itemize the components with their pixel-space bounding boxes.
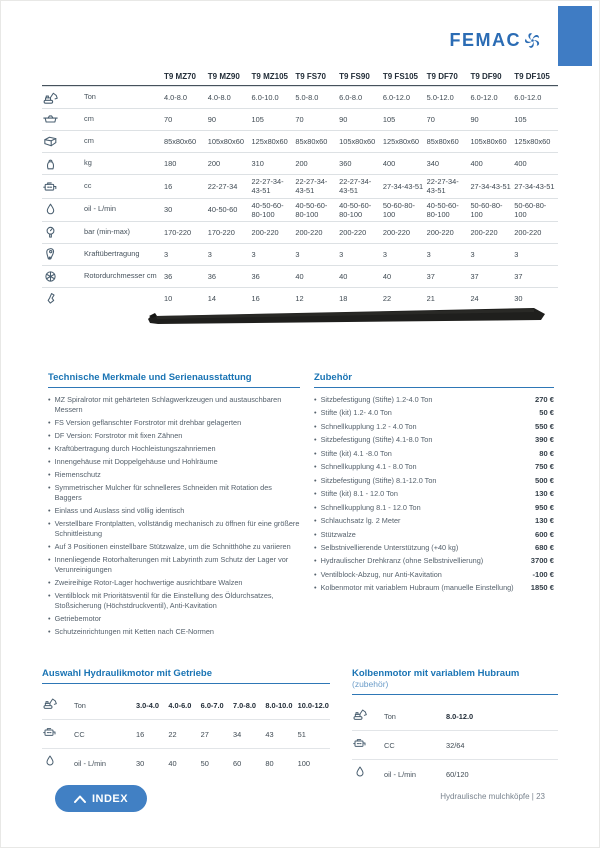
accessory-price: 50 €: [539, 408, 554, 418]
spec-value: 90: [339, 114, 348, 124]
accessory-price: 600 €: [534, 529, 554, 539]
motor-value: 30: [136, 758, 145, 768]
oil-drop-icon: [42, 753, 58, 769]
oil-drop-icon: [352, 764, 368, 780]
accessory-price: 3700 €: [530, 556, 554, 566]
motor-value: 6.0-7.0: [200, 700, 224, 710]
spec-value: 170-220: [207, 227, 235, 237]
feature-text: Einlass und Auslass sind völlig identisch: [54, 505, 185, 515]
feature-text: Schutzeinrichtungen mit Ketten nach CE-Normen: [54, 626, 214, 636]
accessory-label: Selbstnivellierende Unterstützung (+40 kg): [320, 542, 459, 552]
spec-value: 170-220: [164, 227, 192, 237]
motor-value: 100: [297, 758, 310, 768]
hydraulic-motor-title: Auswahl Hydraulikmotor mit Getriebe: [42, 668, 330, 684]
motor-value: 27: [200, 729, 209, 739]
spec-value: 40-50-60-80-100: [339, 200, 372, 219]
bullet-dot: •: [314, 542, 317, 552]
bullet-dot: •: [48, 430, 51, 440]
table-row: [42, 130, 558, 152]
spec-value: 3: [426, 249, 431, 259]
spec-value: 30: [164, 205, 173, 215]
accessory-price: 950 €: [534, 502, 554, 512]
spec-value: 16: [164, 181, 173, 191]
table-row: [352, 702, 558, 730]
feature-text: DF Version: Forstrotor mit fixen Zähnen: [54, 430, 183, 440]
spec-value: 105x80x60: [339, 136, 376, 146]
feature-text: MZ Spiralrotor mit gehärteten Schlagwerkzeugen und austauschbaren Messern: [54, 395, 282, 414]
accessory-item: [314, 476, 554, 486]
accessory-price: 1850 €: [530, 583, 554, 593]
spec-value: 14: [207, 293, 216, 303]
spec-value: 37: [514, 271, 523, 281]
column-header: T9 DF70: [426, 72, 458, 81]
spec-value: 85x80x60: [164, 136, 197, 146]
motor-value: 4.0-6.0: [168, 700, 192, 710]
table-row: [42, 265, 558, 287]
bullet-dot: •: [314, 421, 317, 431]
feature-text: Symmetrischer Mulcher für schnelleres Schneiden mit Rotation des Baggers: [54, 483, 272, 502]
accessories-title: Zubehör: [314, 372, 554, 388]
table-row: [42, 748, 330, 777]
spec-value: 6.0-12.0: [470, 92, 498, 102]
row-label: kg: [84, 158, 92, 168]
row-label: cm: [84, 114, 94, 124]
accessory-item: [314, 543, 554, 553]
feature-text: Riemenschutz: [54, 470, 101, 479]
bullet-dot: •: [48, 470, 51, 479]
features-section: [48, 372, 300, 640]
spec-value: 40-50-60-80-100: [251, 200, 284, 219]
accessory-label: Stützwalze: [320, 529, 356, 539]
spec-value: 200-220: [339, 227, 367, 237]
feature-item: [48, 506, 300, 516]
spec-value: 340: [426, 158, 439, 168]
spec-value: 4.0-8.0: [207, 92, 231, 102]
motor-value: 50: [200, 758, 209, 768]
excavator-icon: [42, 89, 59, 106]
accessory-label: Sitzbefestigung (Stifte) 1.2-4.0 Ton: [320, 395, 433, 404]
spec-value: 22: [382, 293, 392, 303]
feature-text: Verstellbare Frontplatten, vollständig mechanisch zu öffnen für eine größere Schnittleistung: [54, 518, 300, 538]
table-row: [42, 174, 558, 198]
bullet-dot: •: [314, 569, 317, 579]
row-label: Kraftübertragung: [84, 249, 140, 259]
spec-value: 6.0-12.0: [514, 92, 542, 102]
accessory-price: 680 €: [534, 542, 554, 552]
accessory-price: 80 €: [539, 448, 554, 458]
accessory-item: [314, 435, 554, 445]
details-section: [48, 372, 554, 640]
spec-value: 105x80x60: [207, 136, 244, 146]
spec-value: 3: [470, 249, 475, 259]
accessory-item: [314, 449, 554, 459]
spec-value: 37: [426, 271, 435, 281]
feature-item: [48, 614, 300, 624]
motor-value: 8.0-10.0: [265, 700, 293, 710]
motor-tables-section: [42, 668, 558, 788]
spec-value: 70: [426, 114, 435, 124]
accessory-label: Sitzbefestigung (Stifte) 8.1-12.0 Ton: [320, 475, 437, 485]
spec-value: 105: [514, 114, 527, 124]
spec-value: 40: [295, 271, 304, 281]
column-header: T9 MZ70: [164, 72, 197, 81]
column-header: T9 FS90: [339, 72, 370, 81]
motor-value: 60: [232, 758, 242, 768]
excavator-icon: [42, 695, 58, 711]
brand-logo: [450, 30, 543, 51]
feature-item: [48, 578, 300, 588]
spec-value: 50-60-80-100: [514, 200, 547, 219]
working-width-icon: [42, 111, 59, 128]
row-label: Ton: [74, 700, 86, 710]
spec-value: 37: [470, 271, 479, 281]
spec-value: 40-50-60-80-100: [426, 200, 459, 219]
spec-value: 5.0-8.0: [295, 92, 319, 102]
bullet-dot: •: [48, 590, 51, 600]
accessory-label: Stifte (kit) 1.2- 4.0 Ton: [320, 408, 392, 418]
spec-value: 200: [207, 158, 221, 168]
weight-icon: [42, 155, 59, 172]
row-label: CC: [74, 729, 85, 739]
spec-value: 200-220: [251, 227, 279, 237]
spec-value: 6.0-10.0: [251, 92, 279, 102]
bullet-dot: •: [314, 435, 317, 445]
spec-value: 70: [295, 114, 304, 124]
spec-value: 85x80x60: [295, 136, 328, 146]
table-row: [42, 108, 558, 130]
spec-value: 3: [514, 249, 519, 259]
feature-item: [48, 431, 300, 441]
features-title: Technische Merkmale und Serienausstattung: [48, 372, 300, 388]
feature-item: [48, 591, 300, 611]
accessory-price: 550 €: [534, 421, 554, 431]
motor-value: 16: [136, 729, 145, 739]
feature-text: Kraftübertragung durch Hochleistungszahnriemen: [54, 443, 216, 453]
spec-value: 27-34-43-51: [470, 181, 511, 191]
spec-value: 180: [164, 158, 177, 168]
feature-text: Auf 3 Positionen einstellbare Stützwalze, um die Schnitthöhe zu variieren: [54, 541, 291, 551]
dimensions-icon: [42, 133, 59, 150]
feature-text: Zweireihige Rotor-Lager hochwertige ausrichtbare Walzen: [54, 577, 243, 587]
flail-tool-icon: [42, 290, 59, 307]
column-header: T9 DF90: [470, 72, 502, 81]
bullet-dot: •: [48, 577, 51, 587]
bullet-dot: •: [48, 483, 51, 493]
spec-value: 200: [295, 158, 308, 168]
accessory-label: Kolbenmotor mit variablem Hubraum (manuelle Einstellung): [320, 583, 514, 593]
table-row: [352, 759, 558, 788]
spec-value: 16: [251, 293, 260, 303]
bullet-dot: •: [314, 516, 317, 526]
feature-text: Innenliegende Rotorhalterungen mit Labyrinth zum Schutz der Lager vor Verunreinigungen: [54, 554, 289, 574]
feature-item: [48, 418, 300, 428]
motor-value: 10.0-12.0: [297, 700, 329, 710]
column-header: T9 FS105: [382, 72, 419, 81]
motor-value: 80: [265, 758, 274, 768]
feature-item: [48, 395, 300, 415]
bullet-dot: •: [48, 626, 51, 636]
engine-icon: [42, 178, 59, 195]
accessory-item: [314, 503, 554, 513]
accessory-label: Schlauchsatz lg. 2 Meter: [320, 516, 401, 526]
motor-value: 34: [232, 729, 242, 739]
spec-value: 125x80x60: [514, 136, 551, 146]
table-row: [42, 198, 558, 222]
feature-text: Getriebemotor: [54, 613, 102, 623]
table-row: [42, 86, 558, 108]
spec-value: 30: [514, 293, 523, 303]
spec-value: 105: [382, 114, 396, 124]
accessories-list: [314, 395, 554, 593]
belt-drive-icon: [42, 246, 59, 263]
spec-value: 22-27-34-43-51: [251, 177, 284, 196]
accessory-price: 390 €: [534, 435, 554, 445]
motor-value: 8.0-12.0: [446, 711, 474, 721]
bullet-dot: •: [48, 395, 51, 404]
feature-text: Innengehäuse mit Doppelgehäuse und Hohlräume: [54, 456, 218, 466]
bullet-dot: •: [314, 462, 317, 472]
feature-item: [48, 470, 300, 480]
accessory-price: -100 €: [532, 569, 554, 579]
motor-value: 22: [168, 729, 177, 739]
accessory-item: [314, 516, 554, 526]
bullet-dot: •: [314, 502, 317, 512]
spec-value: 400: [382, 158, 396, 168]
motor-value: 43: [265, 729, 274, 739]
bullet-dot: •: [314, 529, 317, 539]
spec-value: 21: [426, 293, 435, 303]
piston-motor-table: [352, 668, 558, 788]
rotor-diameter-icon: [42, 268, 59, 285]
bullet-dot: •: [48, 505, 51, 515]
row-label: cc: [84, 180, 92, 190]
bullet-dot: •: [48, 417, 51, 427]
feature-item: [48, 542, 300, 552]
accessory-item: [314, 395, 554, 405]
spec-value: 6.0-8.0: [339, 92, 363, 102]
accessory-label: Hydraulischer Drehkranz (ohne Selbstnivellierung): [320, 556, 484, 566]
motor-value: 3.0-4.0: [136, 700, 160, 710]
spec-value: 22-27-34-43-51: [426, 177, 459, 196]
spec-table: [42, 70, 558, 309]
feature-text: Ventilblock mit Prioritätsventil für die Einstellung des Öldurchsatzes, Stoßsicherung (Höchstdruckventil), Anti-Kavitation: [54, 590, 274, 610]
bullet-dot: •: [314, 408, 317, 418]
accessory-item: [314, 570, 554, 580]
accessory-item: [314, 530, 554, 540]
spec-value: 36: [207, 271, 216, 281]
spec-value: 50-60-80-100: [382, 200, 415, 219]
spec-value: 5.0-12.0: [426, 92, 454, 102]
excavator-icon: [352, 706, 368, 722]
spec-value: 3: [295, 249, 300, 259]
row-label: oil - L/min: [74, 758, 107, 768]
accessory-item: [314, 422, 554, 432]
bullet-dot: •: [314, 448, 317, 458]
table-row: [42, 719, 330, 748]
accessory-item: [314, 583, 554, 593]
spec-value: 105x80x60: [470, 136, 507, 146]
spec-value: 125x80x60: [251, 136, 288, 146]
brand-swirl-icon: [523, 31, 542, 50]
accessory-price: 750 €: [534, 462, 554, 472]
spec-value: 200-220: [295, 227, 323, 237]
spec-value: 3: [251, 249, 256, 259]
spec-value: 85x80x60: [426, 136, 459, 146]
accessory-price: 130 €: [534, 516, 554, 526]
page-number: Hydraulische mulchköpfe | 23: [440, 792, 545, 801]
spec-value: 400: [514, 158, 527, 168]
chevron-up-icon: [74, 795, 86, 803]
spec-value: 200-220: [382, 227, 410, 237]
feature-item: [48, 519, 300, 539]
spec-value: 22-27-34-43-51: [295, 177, 328, 196]
spec-value: 12: [295, 293, 304, 303]
table-row: [42, 691, 330, 719]
feature-text: FS Version geflanschter Forstrotor mit drehbar gelagerten: [54, 417, 242, 427]
accessory-price: 500 €: [534, 475, 554, 485]
spec-value: 90: [207, 114, 216, 124]
spec-value: 10: [164, 293, 173, 303]
page-edge-tab: [558, 6, 592, 66]
feature-item: [48, 457, 300, 467]
spec-value: 27-34-43-51: [514, 181, 555, 191]
accessory-price: 130 €: [534, 489, 554, 499]
accessory-label: Stifte (kit) 8.1 - 12.0 Ton: [320, 489, 398, 499]
row-label: bar (min-max): [84, 227, 130, 237]
spec-value: 3: [382, 249, 387, 259]
row-label: CC: [384, 740, 395, 750]
accessory-item: [314, 462, 554, 472]
accessory-label: Ventilblock-Abzug, nur Anti-Kavitation: [320, 569, 442, 579]
spec-value: 18: [339, 293, 348, 303]
motor-value: 51: [297, 729, 306, 739]
spec-value: 50-60-80-100: [470, 200, 503, 219]
row-label: cm: [84, 136, 94, 146]
accessory-item: [314, 556, 554, 566]
oil-drop-icon: [42, 201, 59, 218]
feature-item: [48, 444, 300, 454]
row-label: oil - L/min: [384, 769, 417, 779]
bullet-dot: •: [48, 613, 51, 623]
motor-value: 7.0-8.0: [232, 700, 256, 710]
column-header: T9 MZ90: [207, 72, 240, 81]
bullet-dot: •: [314, 556, 317, 566]
accessory-price: 270 €: [534, 395, 554, 404]
spec-value: 22-27-34: [207, 181, 238, 191]
row-label: oil - L/min: [84, 204, 117, 214]
spec-value: 40-50-60-80-100: [295, 200, 328, 219]
spec-value: 200-220: [514, 227, 542, 237]
index-button[interactable]: INDEX: [55, 785, 147, 812]
bullet-dot: •: [314, 489, 317, 499]
spec-value: 40-50-60: [207, 205, 238, 215]
table-row: [42, 152, 558, 174]
accessory-label: Schnellkupplung 4.1 - 8.0 Ton: [320, 462, 417, 472]
spec-value: 125x80x60: [382, 136, 420, 146]
product-photo: [146, 306, 548, 332]
spec-value: 90: [470, 114, 479, 124]
spec-value: 27-34-43-51: [382, 181, 424, 191]
piston-motor-title: Kolbenmotor mit variablem Hubraum (zubehör): [352, 668, 558, 695]
bullet-dot: •: [314, 475, 317, 485]
engine-icon: [352, 735, 368, 751]
motor-value: 60/120: [446, 769, 469, 779]
feature-item: [48, 627, 300, 637]
column-header: T9 DF105: [514, 72, 550, 81]
spec-value: 40: [339, 271, 348, 281]
engine-icon: [42, 724, 58, 740]
bullet-dot: •: [48, 518, 51, 528]
bullet-dot: •: [48, 541, 51, 551]
accessory-item: [314, 489, 554, 499]
spec-value: 24: [470, 293, 479, 303]
spec-value: 4.0-8.0: [164, 92, 188, 102]
spec-value: 40: [382, 271, 392, 281]
spec-value: 36: [164, 271, 173, 281]
motor-value: 40: [168, 758, 177, 768]
spec-value: 310: [251, 158, 264, 168]
spec-table-header: [42, 70, 558, 86]
table-row: [352, 730, 558, 759]
spec-value: 36: [251, 271, 260, 281]
accessory-label: Stifte (kit) 4.1 -8.0 Ton: [320, 448, 392, 458]
table-row: [42, 243, 558, 265]
spec-value: 70: [164, 114, 173, 124]
accessories-section: [314, 372, 554, 640]
spec-value: 400: [470, 158, 483, 168]
bullet-dot: •: [48, 443, 51, 453]
motor-value: 32/64: [446, 740, 465, 750]
accessory-label: Schnellkupplung 8.1 - 12.0 Ton: [320, 502, 421, 512]
spec-value: 3: [207, 249, 212, 259]
bullet-dot: •: [48, 554, 51, 564]
row-label: Ton: [84, 92, 96, 102]
feature-item: [48, 483, 300, 503]
spec-value: 6.0-12.0: [382, 92, 410, 102]
spec-value: 22-27-34-43-51: [339, 177, 372, 196]
spec-value: 200-220: [426, 227, 454, 237]
hydraulic-motor-table: [42, 668, 330, 788]
features-list: [48, 395, 300, 637]
pressure-gauge-icon: [42, 224, 59, 241]
spec-value: 105: [251, 114, 264, 124]
bullet-dot: •: [314, 583, 317, 593]
accessory-item: [314, 408, 554, 418]
feature-item: [48, 555, 300, 575]
spec-value: 360: [339, 158, 352, 168]
spec-value: 200-220: [470, 227, 498, 237]
bullet-dot: •: [314, 395, 317, 404]
spec-value: 3: [164, 249, 169, 259]
spec-value: 3: [339, 249, 344, 259]
column-header: T9 MZ105: [251, 72, 289, 81]
bullet-dot: •: [48, 456, 51, 466]
accessory-label: Schnellkupplung 1.2 - 4.0 Ton: [320, 421, 417, 431]
brand-name: FEMAC: [449, 30, 521, 50]
accessory-label: Sitzbefestigung (Stifte) 4.1-8.0 Ton: [320, 435, 433, 445]
table-row: [42, 221, 558, 243]
row-label: Rotordurchmesser cm: [84, 271, 157, 281]
column-header: T9 FS70: [295, 72, 327, 81]
row-label: Ton: [384, 711, 396, 721]
